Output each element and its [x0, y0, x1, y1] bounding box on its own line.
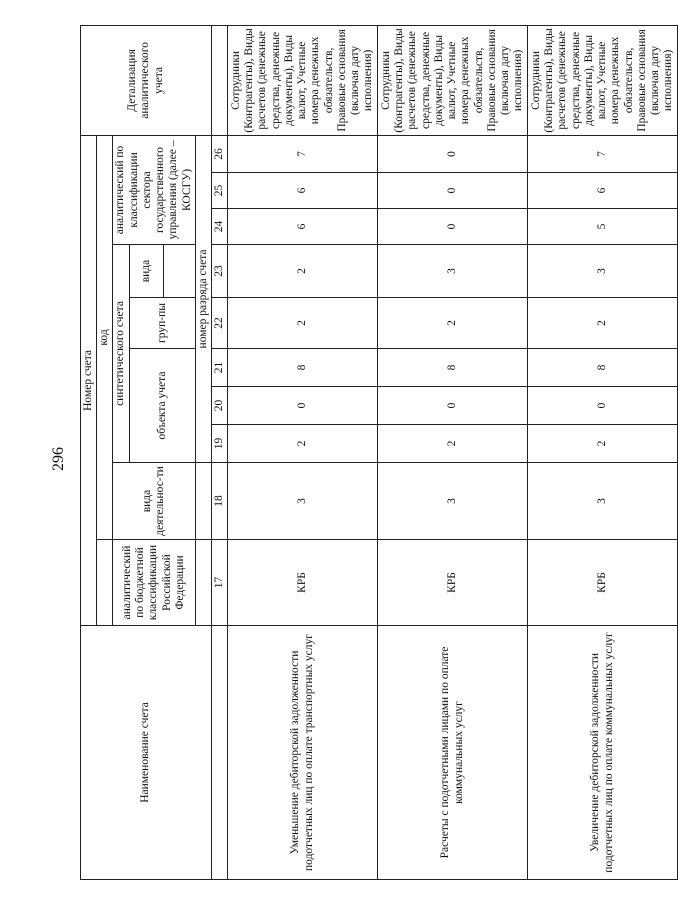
table-cell: 0	[378, 173, 528, 209]
table-cell: 7	[528, 135, 678, 172]
header-account-number: Номер счета	[81, 135, 97, 625]
account-name: Увеличение дебиторской задолженности подотчетных лиц по оплате коммунальных услуг	[528, 626, 678, 880]
header-name: Наименование счета	[81, 626, 212, 880]
table-cell: 3	[528, 245, 678, 298]
table-cell: 2	[528, 298, 678, 349]
header-synthetic: синтетического счета	[113, 245, 129, 463]
table-cell: 2	[228, 298, 378, 349]
column-number: 18	[211, 463, 227, 540]
table-cell: 8	[378, 349, 528, 387]
table-cell: 3	[378, 463, 528, 540]
table-cell: 6	[228, 173, 378, 209]
column-number: 24	[211, 209, 227, 245]
column-number-blank	[211, 626, 227, 880]
column-number: 19	[211, 425, 227, 463]
table-row	[378, 25, 528, 879]
table-cell: 0	[228, 387, 378, 425]
table-cell: 6	[528, 173, 678, 209]
header-analytic-kosgu: аналитический по классификации сектора государственного управления (далее – КОСГУ)	[113, 135, 195, 244]
header-digit-number: номер разряда счета	[195, 135, 211, 462]
header-object: объекта учета	[129, 349, 195, 463]
header-spacer	[97, 540, 113, 626]
table-cell: 0	[528, 387, 678, 425]
table-row	[228, 25, 378, 879]
page-number: 296	[50, 447, 67, 471]
account-details: Сотрудники (Контрагенты), Виды расчетов (денежные средства, денежные документы), Виды валют, Учетные номера денежных обязательств, Правовые основания (включая дату исполнения)	[528, 25, 678, 135]
column-number: 21	[211, 349, 227, 387]
account-name: Уменьшение дебиторской задолженности подотчетных лиц по оплате транспортных услуг	[228, 626, 378, 880]
table-cell: 2	[528, 425, 678, 463]
table-cell: 0	[378, 209, 528, 245]
table-cell: КРБ	[378, 540, 528, 626]
account-details: Сотрудники (Контрагенты), Виды расчетов (денежные средства, денежные документы), Виды валют, Учетные номера денежных обязательств, Правовые основания (включая дату исполнения)	[228, 25, 378, 135]
table-cell: 7	[228, 135, 378, 172]
header-details: Детализация аналитического учета	[81, 25, 212, 135]
rotated-table-wrapper	[80, 26, 675, 880]
column-number-blank	[211, 25, 227, 135]
table-cell: 3	[378, 245, 528, 298]
table-cell: 8	[528, 349, 678, 387]
header-kind-spacer	[163, 245, 195, 298]
account-name: Расчеты с подотчетными лицами по оплате коммунальных услуг	[378, 626, 528, 880]
column-number: 23	[211, 245, 227, 298]
table-cell: 0	[378, 135, 528, 172]
header-activity: вида деятельнос-ти	[113, 463, 195, 540]
header-group: груп-пы	[129, 298, 195, 349]
table-cell: 2	[378, 425, 528, 463]
table-cell: 6	[228, 209, 378, 245]
table-cell: 3	[228, 463, 378, 540]
column-number: 17	[211, 540, 227, 626]
header-kind: вида	[129, 245, 163, 298]
column-number: 20	[211, 387, 227, 425]
table-cell: 2	[228, 425, 378, 463]
column-number: 22	[211, 298, 227, 349]
header-code: код	[97, 135, 113, 539]
column-number: 26	[211, 135, 227, 172]
accounts-table	[80, 25, 678, 880]
table-cell: 3	[528, 463, 678, 540]
table-cell: 2	[228, 245, 378, 298]
table-cell: 0	[378, 387, 528, 425]
table-cell: 2	[378, 298, 528, 349]
column-number: 25	[211, 173, 227, 209]
account-details: Сотрудники (Контрагенты), Виды расчетов (денежные средства, денежные документы), Виды валют, Учетные номера денежных обязательств, Правовые основания (включая дату исполнения)	[378, 25, 528, 135]
header-spacer	[195, 463, 211, 540]
table-cell: 5	[528, 209, 678, 245]
header-spacer	[195, 540, 211, 626]
table-cell: КРБ	[528, 540, 678, 626]
table-cell: КРБ	[228, 540, 378, 626]
table-row	[528, 25, 678, 879]
document-page	[80, 26, 675, 880]
table-cell: 8	[228, 349, 378, 387]
header-analytic-budget: аналитический по бюджетной классификации Российской Федерации	[113, 540, 195, 626]
